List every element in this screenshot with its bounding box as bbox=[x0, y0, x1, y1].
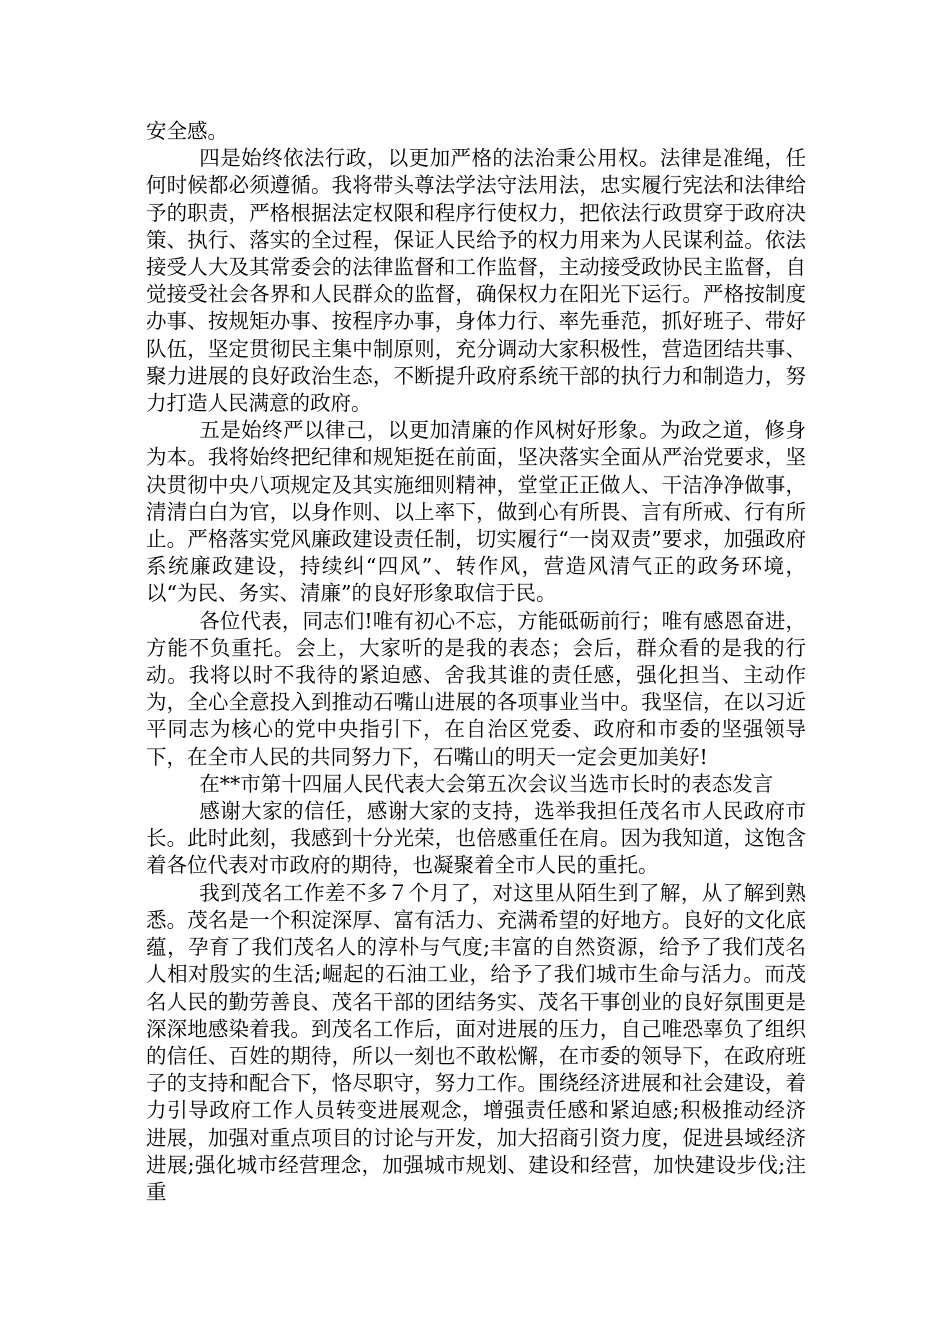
paragraph-thanks: 感谢大家的信任，感谢大家的支持，选举我担任茂名市人民政府市长。此时此刻，我感到十分光荣，也倍感重任在肩。因为我知道，这饱含着各位代表对市政府的期待，也凝聚着全市人民的重托。 bbox=[146, 799, 806, 878]
speech-title: 在**市第十四届人民代表大会第五次会议当选市长时的表态发言 bbox=[199, 771, 774, 796]
paragraph-self-discipline: 五是始终严以律己，以更加清廉的作风树好形象。为政之道，修身为本。我将始终把纪律和规矩挺在前面，坚决落实全面从严治党要求，坚决贯彻中央八项规定及其实施细则精神，堂堂正正做人、干洁净净做事，清清白白为官，以身作则、以上率下，做到心有所畏、言有所戒、行有所止。严格落实党风廉政建设责任制，切实履行“一岗双责”要求，加强政府系统廉政建设，持续纠“四风”、转作风，营造风清气正的政务环境，以“为民、务实、清廉”的良好形象取信于民。 bbox=[146, 418, 806, 606]
document-page bbox=[146, 118, 806, 1206]
paragraph-closing-remarks: 各位代表，同志们!唯有初心不忘，方能砥砺前行；唯有感恩奋进，方能不负重托。会上，大家听的是我的表态；会后，群众看的是我的行动。我将以时不我待的紧迫感、舍我其谁的责任感，强化担当、主动作为，全心全意投入到推动石嘴山进展的各项事业当中。我坚信，在以习近平同志为核心的党中央指引下，在自治区党委、政府和市委的坚强领导下，在全市人民的共同努力下，石嘴山的明天一定会更加美好! bbox=[146, 608, 806, 769]
paragraph-continuation: 安全感。 bbox=[146, 119, 228, 143]
paragraph-work-review: 我到茂名工作差不多７个月了，对这里从陌生到了解，从了解到熟悉。茂名是一个积淀深厚、富有活力、充满希望的好地方。良好的文化底蕴，孕育了我们茂名人的淳朴与气度;丰富的自然资源，给予了我们茂名人相对殷实的生活;崛起的石油工业，给予了我们城市生命与活力。而茂名人民的勤劳善良、茂名干部的团结务实、茂名干事创业的良好氛围更是深深地感染着我。到茂名工作后，面对进展的压力，自己唯恐辜负了组织的信任、百姓的期待，所以一刻也不敢松懈，在市委的领导下，在政府班子的支持和配合下，恪尽职守，努力工作。围绕经济进展和社会建设，着力引导政府工作人员转变进展观念，增强责任感和紧迫感;积极推动经济进展，加强对重点项目的讨论与开发，加大招商引资力度，促进县域经济进展;强化城市经营理念，加强城市规划、建设和经营，加快建设步伐;注重 bbox=[146, 880, 806, 1204]
paragraph-rule-of-law: 四是始终依法行政，以更加严格的法治秉公用权。法律是准绳，任何时候都必须遵循。我将带头尊法学法守法用法，忠实履行宪法和法律给予的职责，严格根据法定权限和程序行使权力，把依法行政贯穿于政府决策、执行、落实的全过程，保证人民给予的权力用来为人民谋利益。依法接受人大及其常委会的法律监督和工作监督，主动接受政协民主监督，自觉接受社会各界和人民群众的监督，确保权力在阳光下运行。严格按制度办事、按规矩办事、按程序办事，身体力行、率先垂范，抓好班子、带好队伍，坚定贯彻民主集中制原则，充分调动大家积极性，营造团结共事、聚力进展的良好政治生态，不断提升政府系统干部的执行力和制造力，努力打造人民满意的政府。 bbox=[146, 146, 806, 416]
